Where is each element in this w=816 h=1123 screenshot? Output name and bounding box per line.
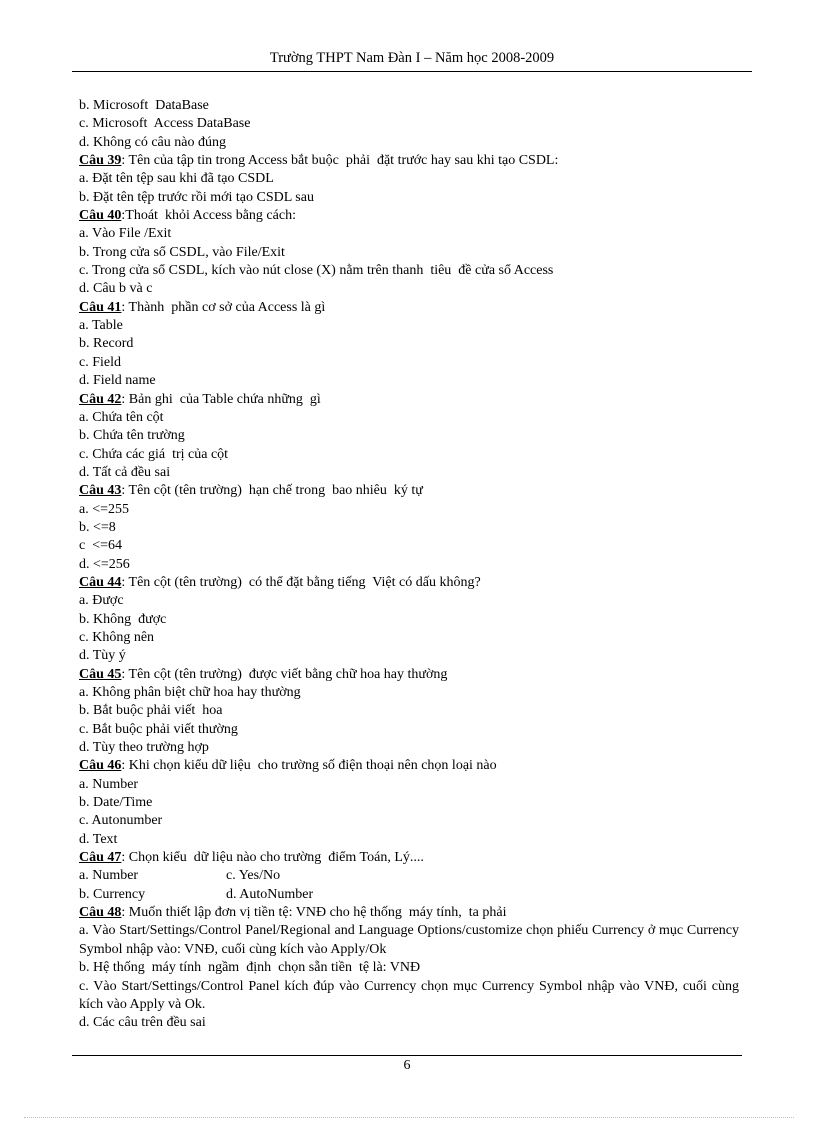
option-line: c. Không nên [79,629,155,645]
option-line: d. Không có câu nào đúng [79,134,226,150]
option-line: a. <=255 [79,501,130,517]
option-line: c. Microsoft Access DataBase [79,116,251,132]
question-41 [79,299,739,317]
header-rule [72,71,752,72]
option-line: d. Câu b và c [79,281,153,297]
question-label: Câu 47 [79,850,122,866]
option-line: b. Bắt buộc phải viết hoa [79,703,223,719]
question-text: : Bản ghi của Table chứa những gì [121,391,321,407]
option-line: b. Hệ thống máy tính ngầm định chọn sẵn tiền tệ là: VNĐ [79,960,421,976]
option-line: a. Vào File /Exit [79,226,172,242]
question-label: Câu 46 [79,758,122,774]
option-line: b. <=8 [79,519,116,535]
question-label: Câu 42 [79,391,122,407]
question-text: : Tên cột (tên trường) được viết bằng chữ hoa hay thường [121,666,448,682]
question-39 [79,152,739,170]
option-cell: c. Yes/No [226,868,281,884]
option-line: b. Trong cửa sổ CSDL, vào File/Exit [79,244,285,260]
option-row [79,867,739,885]
option-line: c. Chứa các giá trị của cột [79,446,229,462]
footer-rule [72,1055,742,1056]
option-line: b. Date/Time [79,795,153,811]
question-45 [79,666,739,684]
option-cell: a. Number [79,868,139,884]
option-line: c. Autonumber [79,813,163,829]
question-label: Câu 41 [79,299,122,315]
question-46 [79,757,739,775]
question-48 [79,904,739,922]
question-text: : Tên của tập tin trong Access bắt buộc phải đặt trước hay sau khi tạo CSDL: [121,153,559,169]
question-text: : Khi chọn kiểu dữ liệu cho trường số điện thoại nên chọn loại nào [121,758,497,774]
option-line: c <=64 [79,538,123,554]
option-line: d. Text [79,831,118,847]
option-line: c. Bắt buộc phải viết thường [79,721,238,737]
document-body [79,97,739,1033]
question-44 [79,574,739,592]
question-label: Câu 43 [79,483,122,499]
option-line: a. Number [79,776,139,792]
question-43 [79,482,739,500]
question-47 [79,849,739,867]
option-line: b. Không được [79,611,167,627]
question-label: Câu 45 [79,666,122,682]
option-line: a. Chứa tên cột [79,409,164,425]
option-line: d. Tùy ý [79,648,126,664]
page-border [24,1117,794,1118]
question-label: Câu 48 [79,905,122,921]
option-line: c. Trong cửa sổ CSDL, kích vào nút close (X) nằm trên thanh tiêu đề cửa sổ Access [79,263,554,279]
question-text: : Chọn kiểu dữ liệu nào cho trường điểm Toán, Lý.... [121,850,424,866]
question-text: : Tên cột (tên trường) có thể đặt bằng tiếng Việt có dấu không? [121,574,481,590]
option-line: c. Field [79,354,121,370]
option-cell: d. AutoNumber [226,886,314,902]
option-line: a. Table [79,318,123,334]
option-line: d. <=256 [79,556,130,572]
option-line: b. Record [79,336,134,352]
question-text: : Thành phần cơ sở của Access là gì [121,299,326,315]
option-line: a. Vào Start/Settings/Control Panel/Regional and Language Options/customize chọn phiếu Currency ở mục Currency Symbol nhập vào: VNĐ, cuối cùng kích vào Apply/Ok [79,923,739,957]
option-line: a. Đặt tên tệp sau khi đã tạo CSDL [79,171,274,187]
option-line: d. Field name [79,373,156,389]
question-text: : Tên cột (tên trường) hạn chế trong bao nhiêu ký tự [121,483,423,499]
question-label: Câu 44 [79,574,122,590]
question-label: Câu 39 [79,153,122,169]
page-number: 6 [403,1058,411,1073]
option-line: c. Vào Start/Settings/Control Panel kích đúp vào Currency chọn mục Currency Symbol nhập vào VNĐ, cuối cùng kích vào Apply và Ok. [79,978,739,1012]
question-42 [79,391,739,409]
option-line: b. Microsoft DataBase [79,98,209,113]
option-line: b. Chứa tên trường [79,428,185,444]
option-row [79,886,739,904]
question-text: : Muốn thiết lập đơn vị tiền tệ: VNĐ cho hệ thống máy tính, ta phải [121,905,507,921]
option-line: b. Đặt tên tệp trước rồi mới tạo CSDL sau [79,189,314,205]
page-header: Trường THPT Nam Đàn I – Năm học 2008-2009 [269,50,555,66]
option-line: a. Được [79,593,124,609]
option-line: d. Tất cả đều sai [79,464,171,480]
question-40 [79,207,739,225]
option-line: a. Không phân biệt chữ hoa hay thường [79,685,301,700]
question-label: Câu 40 [79,208,122,224]
option-cell: b. Currency [79,886,146,902]
option-line: d. Tùy theo trường hợp [79,740,209,756]
option-line: d. Các câu trên đều sai [79,1015,206,1031]
question-text: :Thoát khỏi Access bằng cách: [121,208,296,224]
